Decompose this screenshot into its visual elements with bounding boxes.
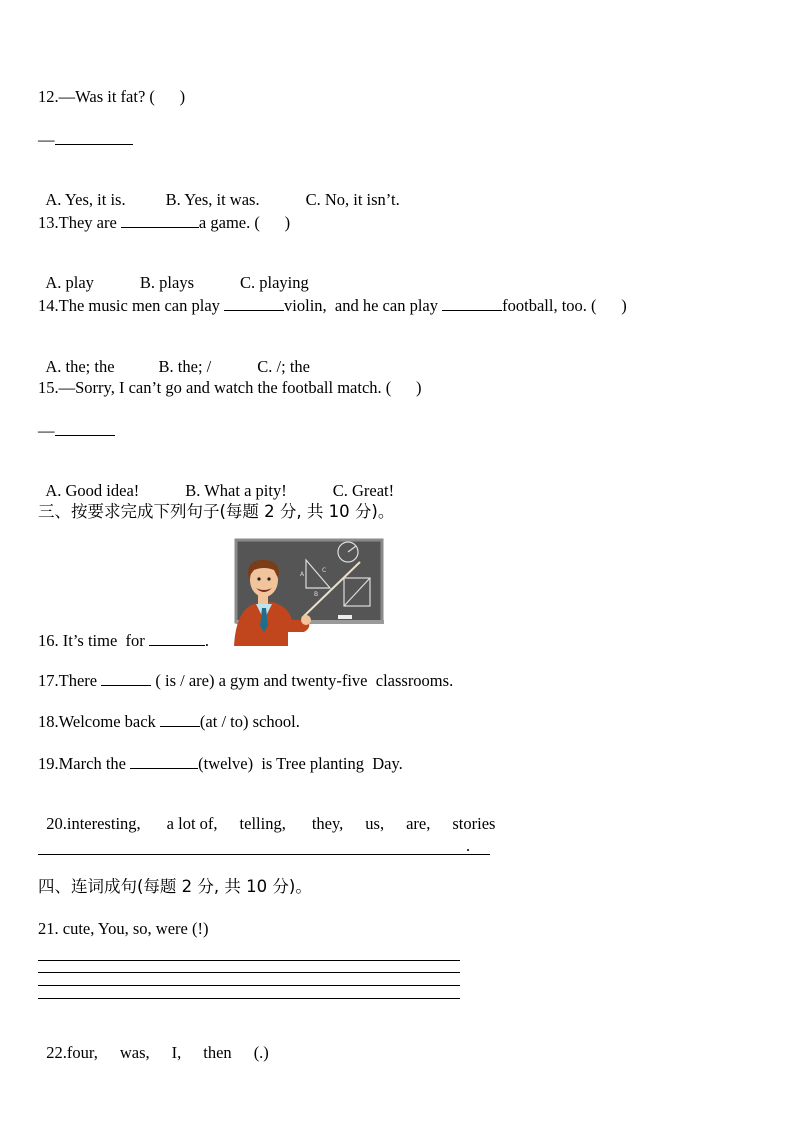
q16 (38, 630, 209, 651)
q12-answer-line[interactable] (38, 129, 133, 150)
svg-text:A: A (300, 571, 305, 578)
writing-line-2[interactable] (38, 972, 460, 973)
q15-answer-line[interactable] (38, 420, 115, 441)
answer-blank[interactable] (55, 129, 133, 145)
svg-text:B: B (314, 591, 319, 598)
answer-blank-2[interactable] (442, 295, 502, 311)
option-a[interactable]: A. Good idea! (45, 481, 140, 500)
word-chip: I, (171, 1043, 182, 1062)
q18-text-post: (at / to) school. (199, 712, 300, 731)
q19-text-pre: 19.March the (38, 754, 131, 773)
writing-line-1[interactable] (38, 960, 460, 961)
word-chip: was, (119, 1043, 150, 1062)
q18 (38, 711, 300, 732)
word-chip: then (203, 1043, 232, 1062)
word-chip: telling, (239, 814, 286, 833)
writing-line-3[interactable] (38, 985, 460, 986)
q13-text-post: a game. ( ) (198, 213, 291, 232)
q22 (38, 1023, 269, 1063)
option-c[interactable]: C. Great! (332, 481, 395, 500)
word-chip: us, (365, 814, 385, 833)
dash: — (38, 421, 55, 440)
option-a[interactable]: A. Yes, it is. (45, 190, 126, 209)
q13-options (38, 253, 309, 293)
q14-text-post: football, too. ( ) (502, 296, 627, 315)
q18-text-pre: 18.Welcome back (38, 712, 160, 731)
answer-blank[interactable] (160, 711, 200, 727)
q20-answer-line[interactable] (38, 854, 490, 855)
section-3-heading: 三、按要求完成下列句子(每题 2 分, 共 10 分)。 (38, 502, 395, 521)
answer-blank[interactable] (101, 670, 151, 686)
q16-text-post: . (204, 631, 210, 650)
q12-options (38, 170, 400, 210)
q14-text-mid: violin, and he can play (284, 296, 443, 315)
q16-text-pre: 16. It’s time for (38, 631, 149, 650)
q15-options (38, 461, 394, 501)
option-b[interactable]: B. What a pity! (185, 481, 287, 500)
option-b[interactable]: B. the; / (158, 357, 212, 376)
q14-stem (38, 295, 627, 316)
q13-text-pre: 13.They are (38, 213, 121, 232)
option-a[interactable]: A. play (45, 273, 94, 292)
q19-text-post: (twelve) is Tree planting Day. (198, 754, 403, 773)
word-chip: are, (406, 814, 431, 833)
q14-options (38, 337, 310, 377)
option-c[interactable]: C. /; the (257, 357, 310, 376)
word-chip: they, (311, 814, 344, 833)
q20-number: 20. (46, 814, 67, 833)
writing-line-4[interactable] (38, 998, 460, 999)
answer-blank[interactable] (130, 753, 198, 769)
q12-stem: 12.—Was it fat? ( ) (38, 87, 186, 106)
word-chip: a lot of, (166, 814, 218, 833)
q17 (38, 670, 453, 691)
q22-number: 22. (46, 1043, 67, 1062)
q17-text-post: ( is / are) a gym and twenty-five classrooms. (151, 671, 454, 690)
q20 (38, 794, 495, 834)
teacher-at-chalkboard-image (228, 538, 386, 648)
option-c[interactable]: C. playing (240, 273, 309, 292)
answer-blank-1[interactable] (224, 295, 284, 311)
word-chip: interesting, (66, 814, 141, 833)
option-b[interactable]: B. Yes, it was. (165, 190, 260, 209)
q21: 21. cute, You, so, were (!) (38, 919, 209, 938)
option-c[interactable]: C. No, it isn’t. (305, 190, 400, 209)
q13-stem (38, 212, 290, 233)
q15-stem: 15.—Sorry, I can’t go and watch the football match. ( ) (38, 378, 422, 397)
q20-end-period: . (466, 836, 471, 855)
section-4-heading: 四、连词成句(每题 2 分, 共 10 分)。 (38, 877, 312, 896)
dash: — (38, 130, 55, 149)
q19 (38, 753, 403, 774)
answer-blank[interactable] (121, 212, 199, 228)
answer-blank[interactable] (55, 420, 115, 436)
svg-text:C: C (322, 567, 327, 574)
word-chip: stories (452, 814, 496, 833)
q14-text-pre: 14.The music men can play (38, 296, 225, 315)
option-b[interactable]: B. plays (139, 273, 195, 292)
answer-blank[interactable] (149, 630, 205, 646)
word-chip: (.) (253, 1043, 269, 1062)
word-chip: four, (66, 1043, 98, 1062)
q17-text-pre: 17.There (38, 671, 102, 690)
option-a[interactable]: A. the; the (45, 357, 115, 376)
